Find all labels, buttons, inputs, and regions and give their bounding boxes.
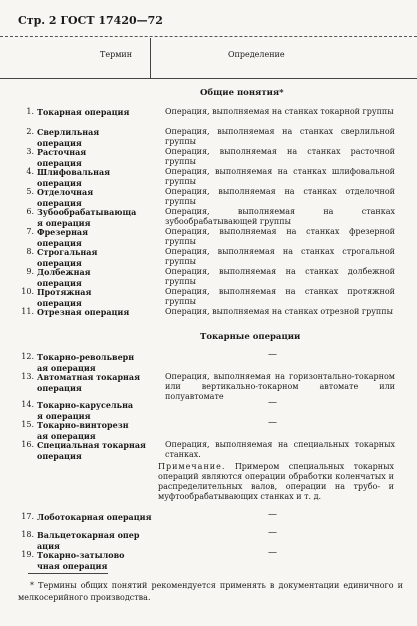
entry-dash: — xyxy=(268,528,277,538)
entry-term: Расточная операция xyxy=(37,147,87,168)
entry-num: 14. xyxy=(21,400,34,409)
entry-num: 2. xyxy=(26,127,34,136)
entry-dash: — xyxy=(268,510,277,520)
entry-num: 1. xyxy=(26,107,34,116)
entry-term: Отрезная операция xyxy=(37,307,130,317)
entry-num: 19. xyxy=(21,550,34,559)
section-title-general: Общие понятия* xyxy=(200,88,284,98)
entry-definition: Операция, выполняемая на станках отрезной группы xyxy=(165,307,393,316)
entry-term: Зубообрабатывающая операция xyxy=(37,207,137,228)
entry-term: Сверлильная операция xyxy=(37,127,100,148)
entry-num: 8. xyxy=(26,247,34,256)
entry-term: Токарно-винторезная операция xyxy=(37,420,129,441)
entry-term: Автоматная токарная операция xyxy=(37,372,140,393)
entry-term: Специальная токарная операция xyxy=(37,440,146,461)
entry-num: 6. xyxy=(26,207,34,216)
entry-term: Токарно-карусельная операция xyxy=(37,400,134,421)
entry-definition: Операция, выполняемая на станках фрезерной группы xyxy=(165,227,395,246)
entry-num: 18. xyxy=(21,530,34,539)
entry-num: 4. xyxy=(26,167,34,176)
entry-definition: Операция, выполняемая на станках протяжной группы xyxy=(165,287,395,306)
entry-dash: — xyxy=(268,398,277,408)
entry-term: Лоботокарная операция xyxy=(37,512,152,522)
page-header: Стр. 2 ГОСТ 17420—72 xyxy=(18,14,163,27)
top-rule xyxy=(0,36,417,37)
entry-term: Токарная операция xyxy=(37,107,130,117)
entry-term: Вальцетокарная операция xyxy=(37,530,140,551)
entry-num: 12. xyxy=(21,352,34,361)
entry-term: Долбежная операция xyxy=(37,267,91,288)
entry-definition: Операция, выполняемая на специальных токарных станках. xyxy=(165,440,395,459)
header-rule xyxy=(0,78,417,79)
entry-term: Фрезерная операция xyxy=(37,227,89,248)
entry-definition: Операция, выполняемая на станках токарной группы xyxy=(165,107,394,116)
entry-num: 7. xyxy=(26,227,34,236)
entry-num: 3. xyxy=(26,147,34,156)
entry-dash: — xyxy=(268,418,277,428)
entry-definition: Операция, выполняемая на станках отделочной группы xyxy=(165,187,395,206)
entry-definition: Операция, выполняемая на станках строгальной группы xyxy=(165,247,395,266)
entry-num: 15. xyxy=(21,420,34,429)
column-head-definition: Определение xyxy=(228,50,285,59)
note xyxy=(158,462,394,502)
entry-definition: Операция, выполняемая на станках долбежной группы xyxy=(165,267,395,286)
entry-num: 9. xyxy=(26,267,34,276)
entry-dash: — xyxy=(268,548,277,558)
entry-num: 17. xyxy=(21,512,34,521)
entry-term: Токарно-револьверная операция xyxy=(37,352,135,373)
entry-term: Строгальная операция xyxy=(37,247,98,268)
footnote-rule xyxy=(28,573,108,574)
entry-definition: Операция, выполняемая на станках зубообрабатывающей группы xyxy=(165,207,395,226)
entry-definition: Операция, выполняемая на станках расточной группы xyxy=(165,147,395,166)
note-text: Примером специальных токарных операций являются операции обработки коленчатых и распределительных валов, операции на трубо- и муфтообрабатывающих станках и т. д. xyxy=(158,462,395,501)
entry-dash: — xyxy=(268,350,277,360)
entry-num: 16. xyxy=(21,440,34,449)
note-label: Примечание. xyxy=(158,462,226,471)
entry-num: 11. xyxy=(21,307,34,316)
entry-term: Токарно-затыловочная операция xyxy=(37,550,125,571)
entry-definition: Операция, выполняемая на горизонтально-токарном или вертикально-токарном автомате или полуавтомате xyxy=(165,372,395,401)
entry-num: 5. xyxy=(26,187,34,196)
entry-num: 13. xyxy=(21,372,34,381)
section-title-turning: Токарные операции xyxy=(200,332,301,342)
footnote: * Термины общих понятий рекомендуется применять в документации единичного и мелкосерийного производства. xyxy=(18,581,403,602)
entry-definition: Операция, выполняемая на станках сверлильной группы xyxy=(165,127,395,146)
entry-term: Протяжная операция xyxy=(37,287,92,308)
entry-term: Шлифовальная операция xyxy=(37,167,111,188)
column-head-term: Термин xyxy=(100,50,133,59)
column-divider xyxy=(150,38,151,78)
entry-num: 10. xyxy=(21,287,34,296)
entry-definition: Операция, выполняемая на станках шлифовальной группы xyxy=(165,167,395,186)
entry-term: Отделочная операция xyxy=(37,187,94,208)
